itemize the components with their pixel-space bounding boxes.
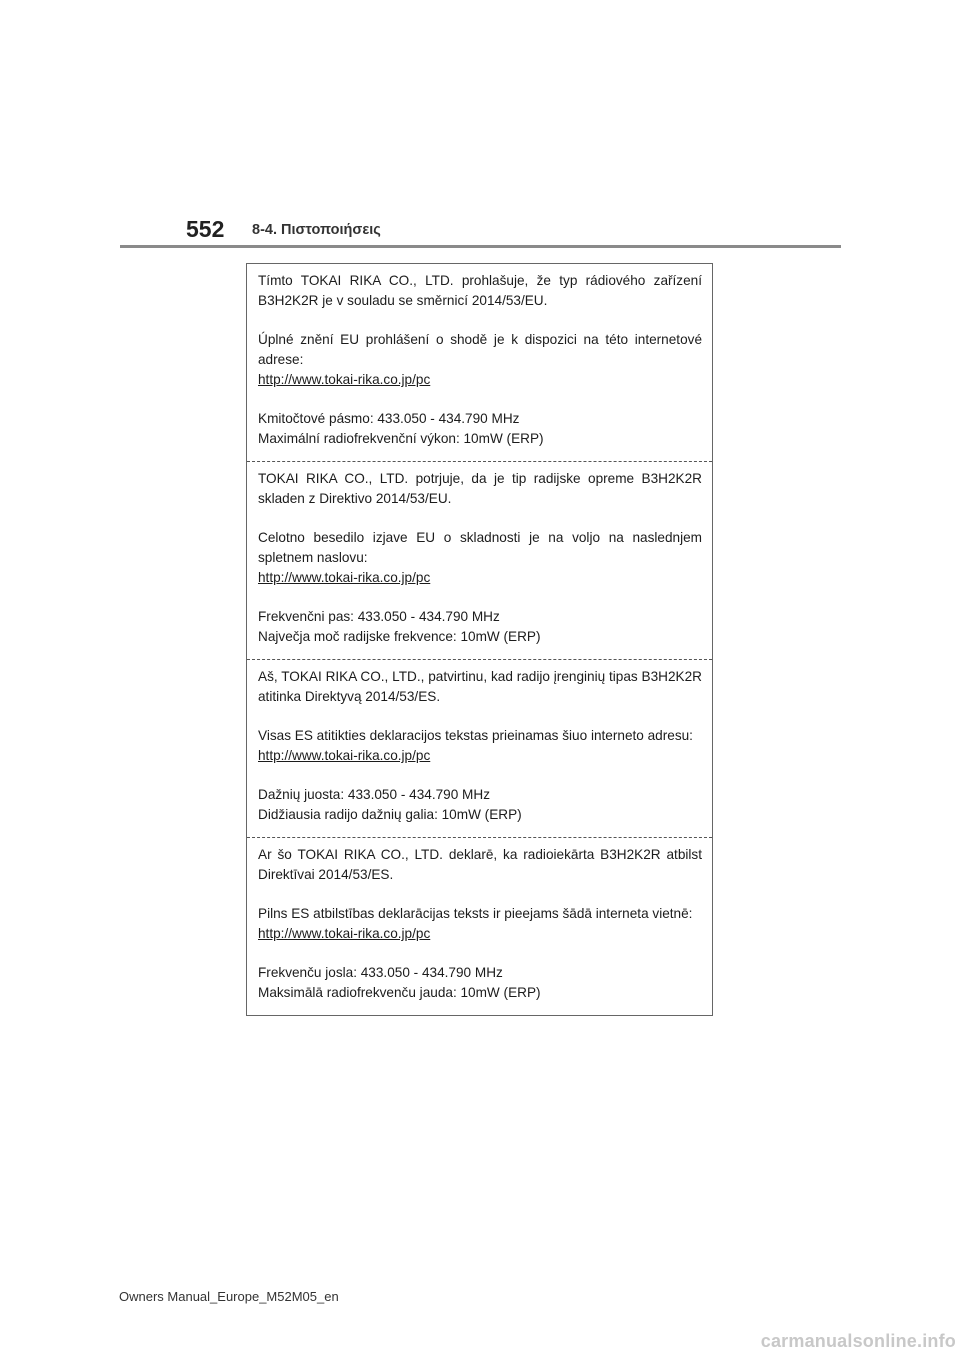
declaration-availability: Úplné znění EU prohlášení o shodě je k dispozici na této internetové adrese: — [258, 332, 702, 367]
declaration-availability: Celotno besedilo izjave EU o skladnosti je na voljo na naslednjem spletnem naslovu: — [258, 530, 702, 565]
declaration-url-link[interactable]: http://www.tokai-rika.co.jp/pc — [258, 926, 431, 941]
page-header — [0, 0, 960, 250]
declaration-statement: Tímto TOKAI RIKA CO., LTD. prohlašuje, že typ rádiového zařízení B3H2K2R je v souladu se směrnicí 2014/53/EU. — [258, 273, 702, 308]
max-power: Največja moč radijske frekvence: 10mW (ERP) — [258, 629, 541, 644]
max-power: Maksimālā radiofrekvenču jauda: 10mW (ERP) — [258, 985, 541, 1000]
footer-text: Owners Manual_Europe_M52M05_en — [119, 1289, 339, 1304]
page-number: 552 — [186, 216, 225, 242]
declaration-url-link[interactable]: http://www.tokai-rika.co.jp/pc — [258, 570, 431, 585]
declaration-slovenian — [247, 462, 712, 660]
frequency-band: Frekvenčni pas: 433.050 - 434.790 MHz — [258, 609, 500, 624]
declarations-box — [246, 263, 713, 1016]
frequency-band: Frekvenču josla: 433.050 - 434.790 MHz — [258, 965, 503, 980]
watermark-text: carmanualsonline.info — [760, 1331, 956, 1351]
frequency-band: Kmitočtové pásmo: 433.050 - 434.790 MHz — [258, 411, 520, 426]
declaration-statement: Aš, TOKAI RIKA CO., LTD., patvirtinu, kad radijo įrenginių tipas B3H2K2R atitinka Direktyvą 2014/53/ES. — [258, 669, 702, 704]
declaration-statement: TOKAI RIKA CO., LTD. potrjuje, da je tip radijske opreme B3H2K2R skladen z Direktivo 2014/53/EU. — [258, 471, 702, 506]
declaration-lithuanian — [247, 660, 712, 838]
header-divider — [120, 245, 841, 248]
max-power: Didžiausia radijo dažnių galia: 10mW (ERP) — [258, 807, 522, 822]
declaration-latvian — [247, 838, 712, 1015]
declaration-czech — [247, 264, 712, 462]
declaration-url-link[interactable]: http://www.tokai-rika.co.jp/pc — [258, 372, 431, 387]
declaration-availability: Pilns ES atbilstības deklarācijas teksts ir pieejams šādā interneta vietnē: — [258, 906, 693, 921]
declaration-statement: Ar šo TOKAI RIKA CO., LTD. deklarē, ka radioiekārta B3H2K2R atbilst Direktīvai 2014/53/ES. — [258, 847, 702, 882]
frequency-band: Dažnių juosta: 433.050 - 434.790 MHz — [258, 787, 490, 802]
declaration-availability: Visas ES atitikties deklaracijos tekstas prieinamas šiuo interneto adresu: — [258, 728, 693, 743]
declaration-url-link[interactable]: http://www.tokai-rika.co.jp/pc — [258, 748, 431, 763]
section-title: 8-4. Πιστοποιήσεις — [252, 222, 381, 238]
max-power: Maximální radiofrekvenční výkon: 10mW (ERP) — [258, 431, 544, 446]
